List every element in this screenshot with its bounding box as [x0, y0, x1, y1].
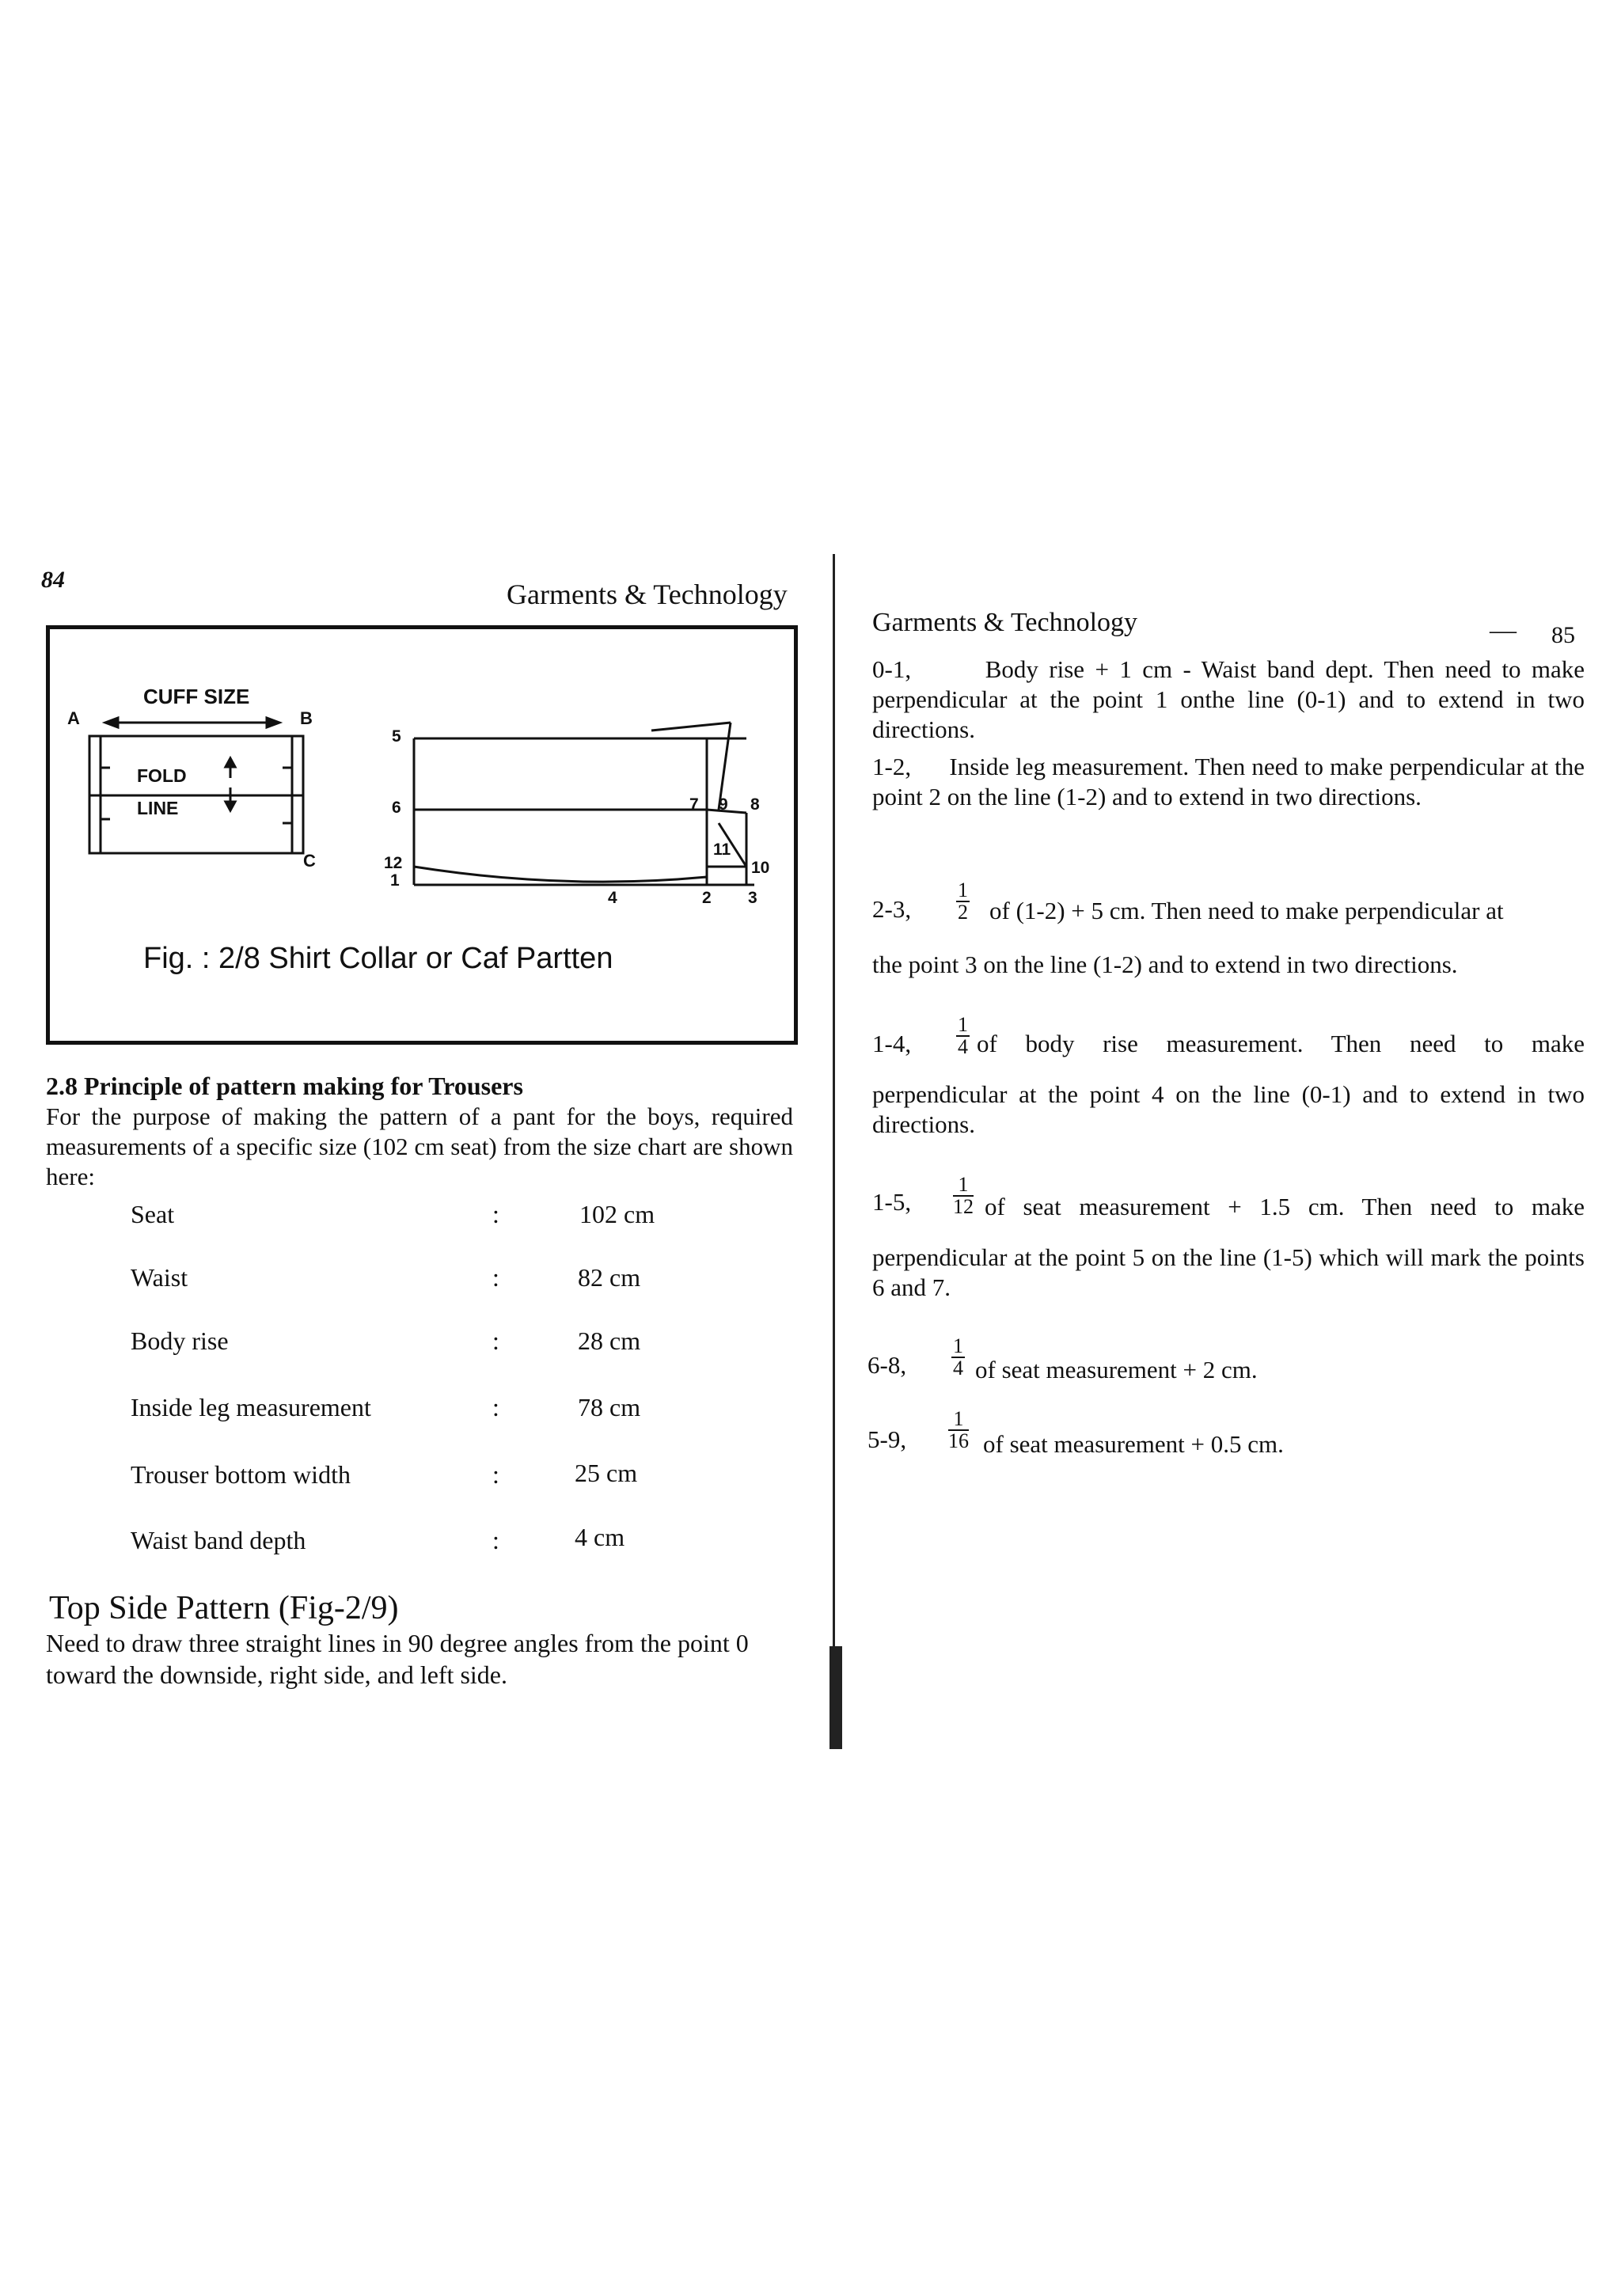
pattern-point-label: 10 [751, 859, 770, 877]
step-1-4-cont: perpendicular at the point 4 on the line (0-1) and to extend in two directions. [872, 1080, 1585, 1138]
figure-box [46, 625, 798, 1045]
fraction-numerator: 1 [958, 1013, 968, 1036]
fraction-sixteenth [948, 1409, 969, 1452]
measurement-value: 4 cm [575, 1523, 625, 1551]
step-1-4-text: of body rise measurement. Then need to make [977, 1030, 1585, 1057]
fold-label: FOLD [137, 765, 187, 786]
fraction-half [956, 880, 970, 923]
measurement-colon: : [492, 1526, 499, 1554]
cuff-size-label: CUFF SIZE [143, 685, 250, 708]
measurement-label: Waist band depth [131, 1526, 306, 1554]
pattern-point-label: 6 [392, 799, 401, 817]
line-label: LINE [137, 798, 179, 818]
pattern-point-label: 12 [384, 854, 403, 872]
measurement-value: 78 cm [578, 1393, 641, 1421]
pattern-point-label: 9 [719, 795, 728, 814]
step-id: 1-2, [872, 753, 912, 780]
point-a-label: A [67, 708, 80, 728]
measurement-value: 25 cm [575, 1459, 638, 1487]
measurement-label: Inside leg measurement [131, 1393, 371, 1421]
step-5-9-text: of seat measurement + 0.5 cm. [983, 1430, 1284, 1458]
step-5-9-id: 5-9, [867, 1425, 907, 1453]
running-header-left: Garments & Technology [507, 579, 788, 610]
pattern-point-label: 2 [702, 889, 712, 907]
fraction-denominator: 4 [958, 1035, 968, 1058]
gutter-shadow [829, 1646, 842, 1749]
measurement-value: 102 cm [579, 1200, 655, 1228]
measurement-label: Trouser bottom width [131, 1460, 351, 1489]
measurement-label: Waist [131, 1263, 188, 1292]
page-number-right: 85 [1551, 622, 1575, 648]
fraction-denominator: 12 [953, 1195, 974, 1218]
step-2-3-text: of (1-2) + 5 cm. Then need to make perpendicular at [989, 897, 1504, 924]
fraction-numerator: 1 [953, 1334, 963, 1357]
step-text: Body rise + 1 cm - Waist band dept. Then need to make perpendicular at the point 1 onthe line (0-1) and to extend in two directions. [872, 655, 1585, 743]
fraction-twelfth [953, 1175, 974, 1217]
fraction-numerator: 1 [953, 1175, 974, 1197]
measurement-label: Body rise [131, 1326, 229, 1355]
step-text: Inside leg measurement. Then need to make perpendicular at the point 2 on the line (1-2) and to extend in two directions. [872, 753, 1585, 810]
fraction-quarter [956, 1015, 970, 1057]
point-b-label: B [300, 708, 313, 728]
measurement-value: 28 cm [578, 1326, 641, 1355]
section-intro: For the purpose of making the pattern of a pant for the boys, required measurements of a specific size (102 cm seat) from the size chart are shown here: [46, 1102, 793, 1190]
figure-caption: Fig. : 2/8 Shirt Collar or Caf Partten [143, 942, 613, 975]
section-heading: 2.8 Principle of pattern making for Trousers [46, 1072, 523, 1100]
pattern-point-label: 11 [713, 841, 731, 859]
fraction-numerator: 1 [958, 879, 968, 901]
step-6-8-id: 6-8, [867, 1351, 907, 1379]
top-side-text: Need to draw three straight lines in 90 degree angles from the point 0 toward the downside, right side, and left side. [46, 1629, 749, 1689]
fraction-denominator: 4 [953, 1357, 963, 1379]
step-1-5-cont: perpendicular at the point 5 on the line (1-5) which will mark the points 6 and 7. [872, 1243, 1585, 1301]
step-0-1 [872, 655, 1585, 745]
running-header-right: Garments & Technology [872, 608, 1138, 637]
step-1-4-id: 1-4, [872, 1030, 912, 1057]
top-side-heading: Top Side Pattern (Fig-2/9) [49, 1590, 399, 1626]
fraction-numerator: 1 [948, 1409, 969, 1431]
header-dash: — [1490, 616, 1517, 645]
fraction-denominator: 2 [958, 901, 968, 924]
measurement-value: 82 cm [578, 1263, 641, 1292]
measurement-colon: : [492, 1460, 499, 1489]
step-6-8-text: of seat measurement + 2 cm. [975, 1356, 1258, 1383]
step-1-5-id: 1-5, [872, 1188, 912, 1216]
step-id: 0-1, [872, 655, 912, 683]
measurement-colon: : [492, 1200, 499, 1228]
pattern-point-label: 5 [392, 727, 401, 746]
gutter-line [833, 554, 835, 1749]
fraction-denominator: 16 [948, 1429, 969, 1452]
step-1-5-text: of seat measurement + 1.5 cm. Then need to make [985, 1193, 1585, 1220]
pattern-point-label: 4 [608, 889, 617, 907]
measurement-colon: : [492, 1393, 499, 1421]
pattern-point-label: 7 [689, 795, 699, 814]
measurement-label: Seat [131, 1200, 175, 1228]
pattern-point-label: 1 [390, 871, 400, 890]
pattern-point-label: 8 [750, 795, 760, 814]
fraction-quarter [951, 1336, 965, 1379]
page-number-left: 84 [41, 567, 65, 593]
step-2-3-id: 2-3, [872, 895, 912, 923]
point-c-label: C [303, 851, 316, 871]
measurement-colon: : [492, 1326, 499, 1355]
step-1-2 [872, 752, 1585, 812]
pattern-point-label: 3 [748, 889, 757, 907]
step-2-3-cont: the point 3 on the line (1-2) and to extend in two directions. [872, 951, 1458, 978]
measurement-colon: : [492, 1263, 499, 1292]
